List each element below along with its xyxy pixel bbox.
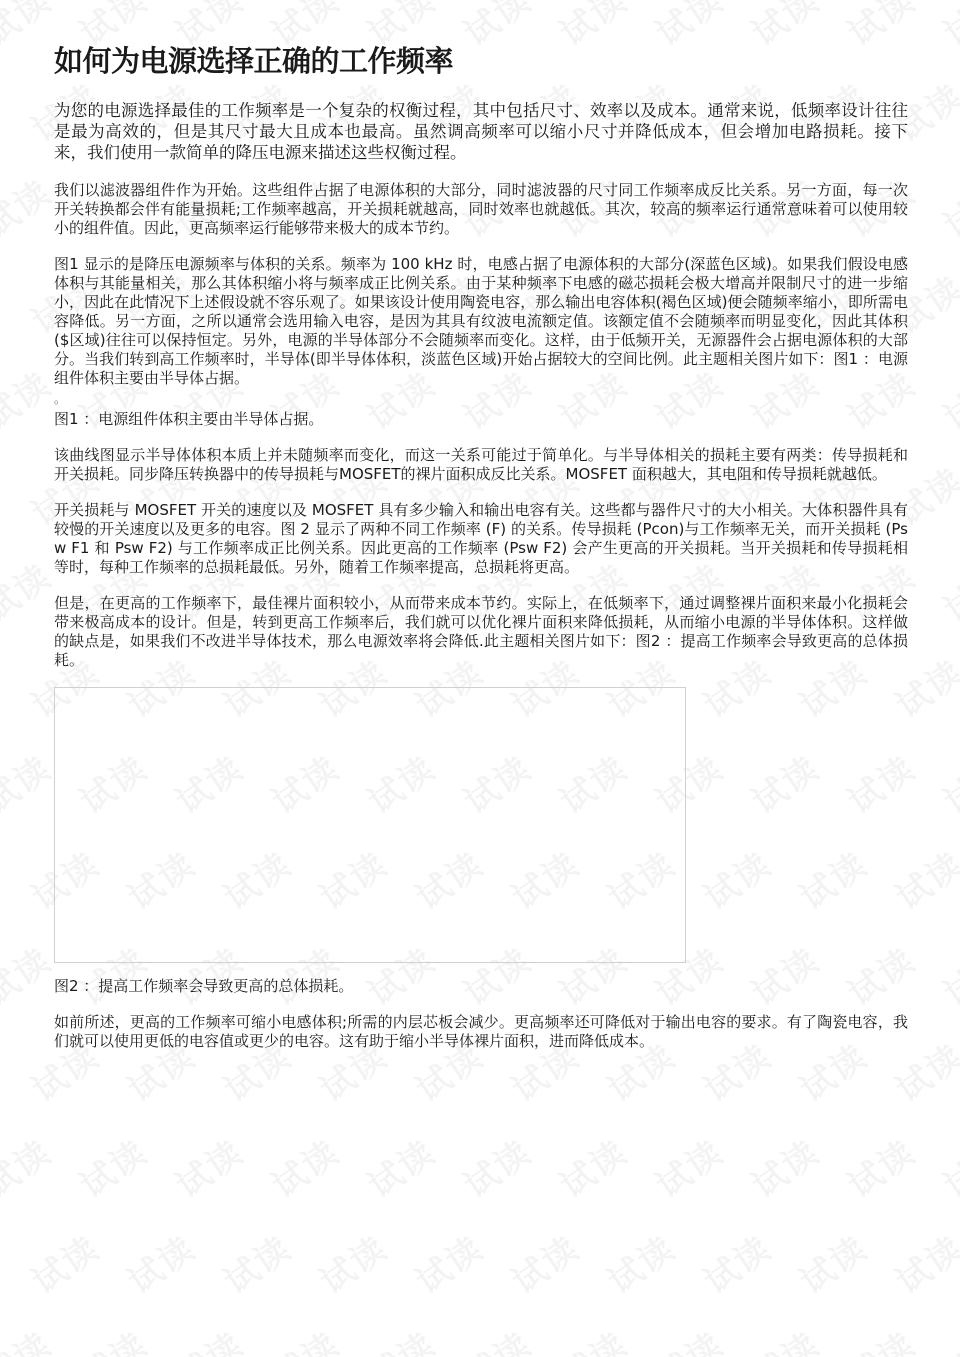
watermark-mark (452, 1318, 539, 1357)
watermark-mark (0, 934, 60, 1015)
watermark-mark (260, 1318, 347, 1357)
figure1-caption: 图1 ：电源组件体积主要由半导体占据。 (54, 410, 324, 428)
watermark-mark (0, 1318, 60, 1357)
watermark-mark (452, 1126, 539, 1207)
watermark-mark (164, 1126, 251, 1207)
watermark-mark (644, 1318, 731, 1357)
watermark-mark (0, 0, 60, 55)
watermark-mark (116, 1222, 203, 1303)
watermark-mark (932, 0, 960, 55)
paragraph-semiconductor-loss: 该曲线图显示半导体体积本质上并未随频率而变化，而这一关系可能过于简单化。与半导体相关的损耗主要有两类：传导损耗和开关损耗。同步降压转换器中的传导损耗与MOSFET的裸片面积成反比关系。MOSFET 面积越大，其电阻和传导损耗就越低。 (54, 446, 908, 483)
watermark-mark (68, 1126, 155, 1207)
watermark-mark (0, 550, 60, 631)
watermark-mark (548, 1126, 635, 1207)
watermark-mark (0, 166, 60, 247)
watermark-mark (932, 550, 960, 631)
page-title: 如何为电源选择正确的工作频率 (54, 44, 454, 78)
figure2-image-frame (54, 687, 686, 963)
watermark-mark (548, 1318, 635, 1357)
intro-paragraph: 为您的电源选择最佳的工作频率是一个复杂的权衡过程，其中包括尺寸、效率以及成本。通常来说，低频率设计往往是最为高效的，但是其尺寸最大且成本也最高。虽然调高频率可以缩小尺寸并降低成本，但会增加电路损耗。接下来，我们使用一款简单的降压电源来描述这些权衡过程。 (54, 101, 908, 162)
watermark-mark (68, 1318, 155, 1357)
watermark-mark (836, 1318, 923, 1357)
figure2-caption: 图2 ：提高工作频率会导致更高的总体损耗。 (54, 977, 354, 995)
watermark-mark (0, 1126, 60, 1207)
paragraph-switching-loss: 开关损耗与 MOSFET 开关的速度以及 MOSFET 具有多少输入和输出电容有关。这些都与器件尺寸的大小相关。大体积器件具有较慢的开关速度以及更多的电容。图 2 显示了两种不同工作频率 (F) 的关系。传导损耗 (Pcon)与工作频率无关，而开关损耗 (Psw F1 和 Psw F2) 与工作频率成正比例关系。因此更高的工作频率 (Psw F2) 会产生更高的开关损耗。当开关损耗和传导损耗相等时，每种工作频率的总损耗最低。另外，随着工作频率提高，总损耗将更高。 (54, 501, 908, 576)
watermark-mark (836, 1126, 923, 1207)
paragraph-figure1-description: 图1 显示的是降压电源频率与体积的关系。频率为 100 kHz 时，电感占据了电源体积的大部分(深蓝色区域)。如果我们假设电感体积与其能量相关，那么其体积缩小将与频率成正比例关系。由于某种频率下电感的磁芯损耗会极大增高并限制尺寸的进一步缩小，因此在此情况下上述假设就不容乐观了。如果该设计使用陶瓷电容，那么输出电容体积(褐色区域)便会随频率缩小，即所需电容降低。另一方面，之所以通常会选用输入电容，是因为其具有纹波电流额定值。该额定值不会随频率而明显变化，因此其体积($区域)往往可以保持恒定。另外，电源的半导体部分不会随频率而变化。这样，由于低频开关，无源器件会占据电源体积的大部分。当我们转到高工作频率时，半导体(即半导体体积，淡蓝色区域)开始占据较大的空间比例。此主题相关图片如下：图1 ：电源组件体积主要由半导体占据。 (54, 255, 908, 387)
paragraph-conclusion: 如前所述，更高的工作频率可缩小电感体积;所需的内层芯板会减少。更高频率还可降低对于输出电容的要求。有了陶瓷电容，我们就可以使用更低的电容值或更少的电容。这有助于缩小半导体裸片面积，进而降低成本。 (54, 1013, 908, 1050)
watermark-mark (260, 1126, 347, 1207)
watermark-mark (932, 1318, 960, 1357)
watermark-mark (932, 358, 960, 439)
image-placeholder-dot: 。 (54, 392, 67, 406)
watermark-mark (644, 1126, 731, 1207)
watermark-mark (740, 1126, 827, 1207)
watermark-mark (884, 1222, 960, 1303)
document-body (54, 42, 908, 1068)
watermark-mark (932, 1126, 960, 1207)
watermark-mark (404, 1222, 491, 1303)
watermark-mark (740, 1318, 827, 1357)
watermark-mark (20, 1222, 107, 1303)
watermark-mark (0, 742, 60, 823)
watermark-mark (788, 1222, 875, 1303)
watermark-mark (932, 742, 960, 823)
watermark-mark (500, 1222, 587, 1303)
paragraph-filter-components: 我们以滤波器组件作为开始。这些组件占据了电源体积的大部分，同时滤波器的尺寸同工作频率成反比关系。另一方面，每一次开关转换都会伴有能量损耗;工作频率越高，开关损耗就越高，同时效率也就越低。其次，较高的频率运行通常意味着可以使用较小的组件值。因此，更高频率运行能够带来极大的成本节约。 (54, 181, 908, 237)
watermark-mark (308, 1222, 395, 1303)
watermark-mark (596, 1222, 683, 1303)
watermark-mark (212, 1222, 299, 1303)
watermark-mark (164, 1318, 251, 1357)
watermark-mark (932, 934, 960, 1015)
watermark-mark (0, 358, 60, 439)
watermark-mark (356, 1318, 443, 1357)
paragraph-die-area: 但是，在更高的工作频率下，最佳裸片面积较小，从而带来成本节约。实际上，在低频率下，通过调整裸片面积来最小化损耗会带来极高成本的设计。但是，转到更高工作频率后，我们就可以优化裸片面积来降低损耗，从而缩小电源的半导体体积。这样做的缺点是，如果我们不改进半导体技术，那么电源效率将会降低.此主题相关图片如下：图2 ：提高工作频率会导致更高的总体损耗。 (54, 594, 908, 669)
watermark-mark (692, 1222, 779, 1303)
watermark-mark (356, 1126, 443, 1207)
watermark-mark (932, 166, 960, 247)
